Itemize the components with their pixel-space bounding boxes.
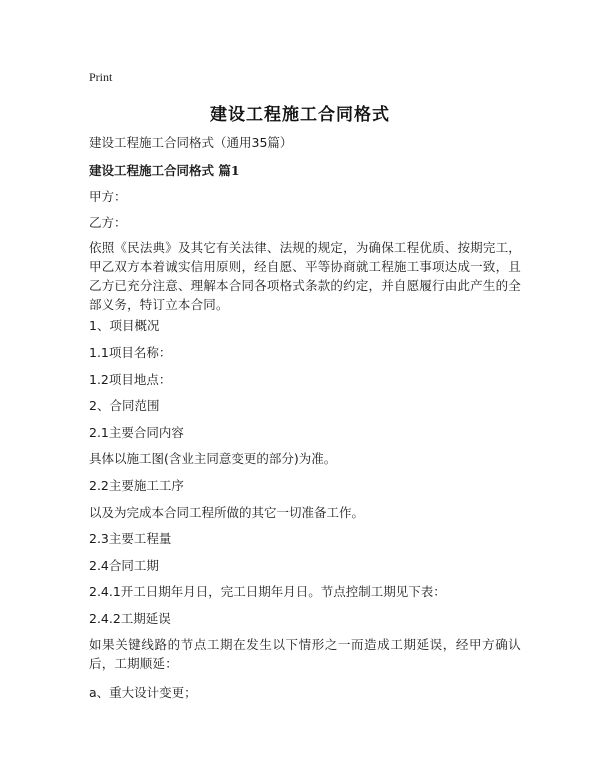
list-item: 1.2项目地点：: [89, 372, 172, 387]
list-item: 2、合同范围: [89, 398, 160, 413]
list-item: 2.3主要工程量: [89, 531, 172, 546]
list-item: 1.1项目名称：: [89, 345, 172, 360]
document-title: 建设工程施工合同格式: [210, 105, 390, 125]
party-b-line: 乙方：: [89, 215, 127, 230]
list-item: 1、项目概况: [89, 318, 160, 333]
list-item: a、重大设计变更；: [89, 685, 197, 700]
list-item: 2.4合同工期: [89, 558, 159, 573]
list-item: 2.4.2工期延误: [89, 611, 171, 626]
delay-paragraph: 如果关键线路的节点工期在发生以下情形之一而造成工期延误，经甲方确认后，工期顺延：: [89, 637, 521, 671]
list-item: 2.2主要施工工序: [89, 478, 184, 493]
list-item: 以及为完成本合同工程所做的其它一切准备工作。: [89, 505, 365, 520]
print-label[interactable]: Print: [89, 70, 113, 84]
intro-paragraph: 依照《民法典》及其它有关法律、法规的规定，为确保工程优质、按期完工，甲乙双方本着诚实信用原则，经自愿、平等协商就工程施工事项达成一致，且乙方已充分注意、理解本合同各项格式条款的约定，并自愿履行由此产生的全部义务，特订立本合同。: [89, 240, 521, 312]
list-item: 2.4.1开工日期年月日，完工日期年月日。节点控制工期见下表：: [89, 584, 446, 599]
list-item: 2.1主要合同内容: [89, 425, 184, 440]
party-a-line: 甲方：: [89, 189, 127, 204]
list-item: 具体以施工图(含业主同意变更的部分)为准。: [89, 451, 337, 466]
section-heading: 建设工程施工合同格式 篇1: [89, 163, 240, 178]
document-subtitle: 建设工程施工合同格式（通用35篇）: [89, 135, 293, 150]
